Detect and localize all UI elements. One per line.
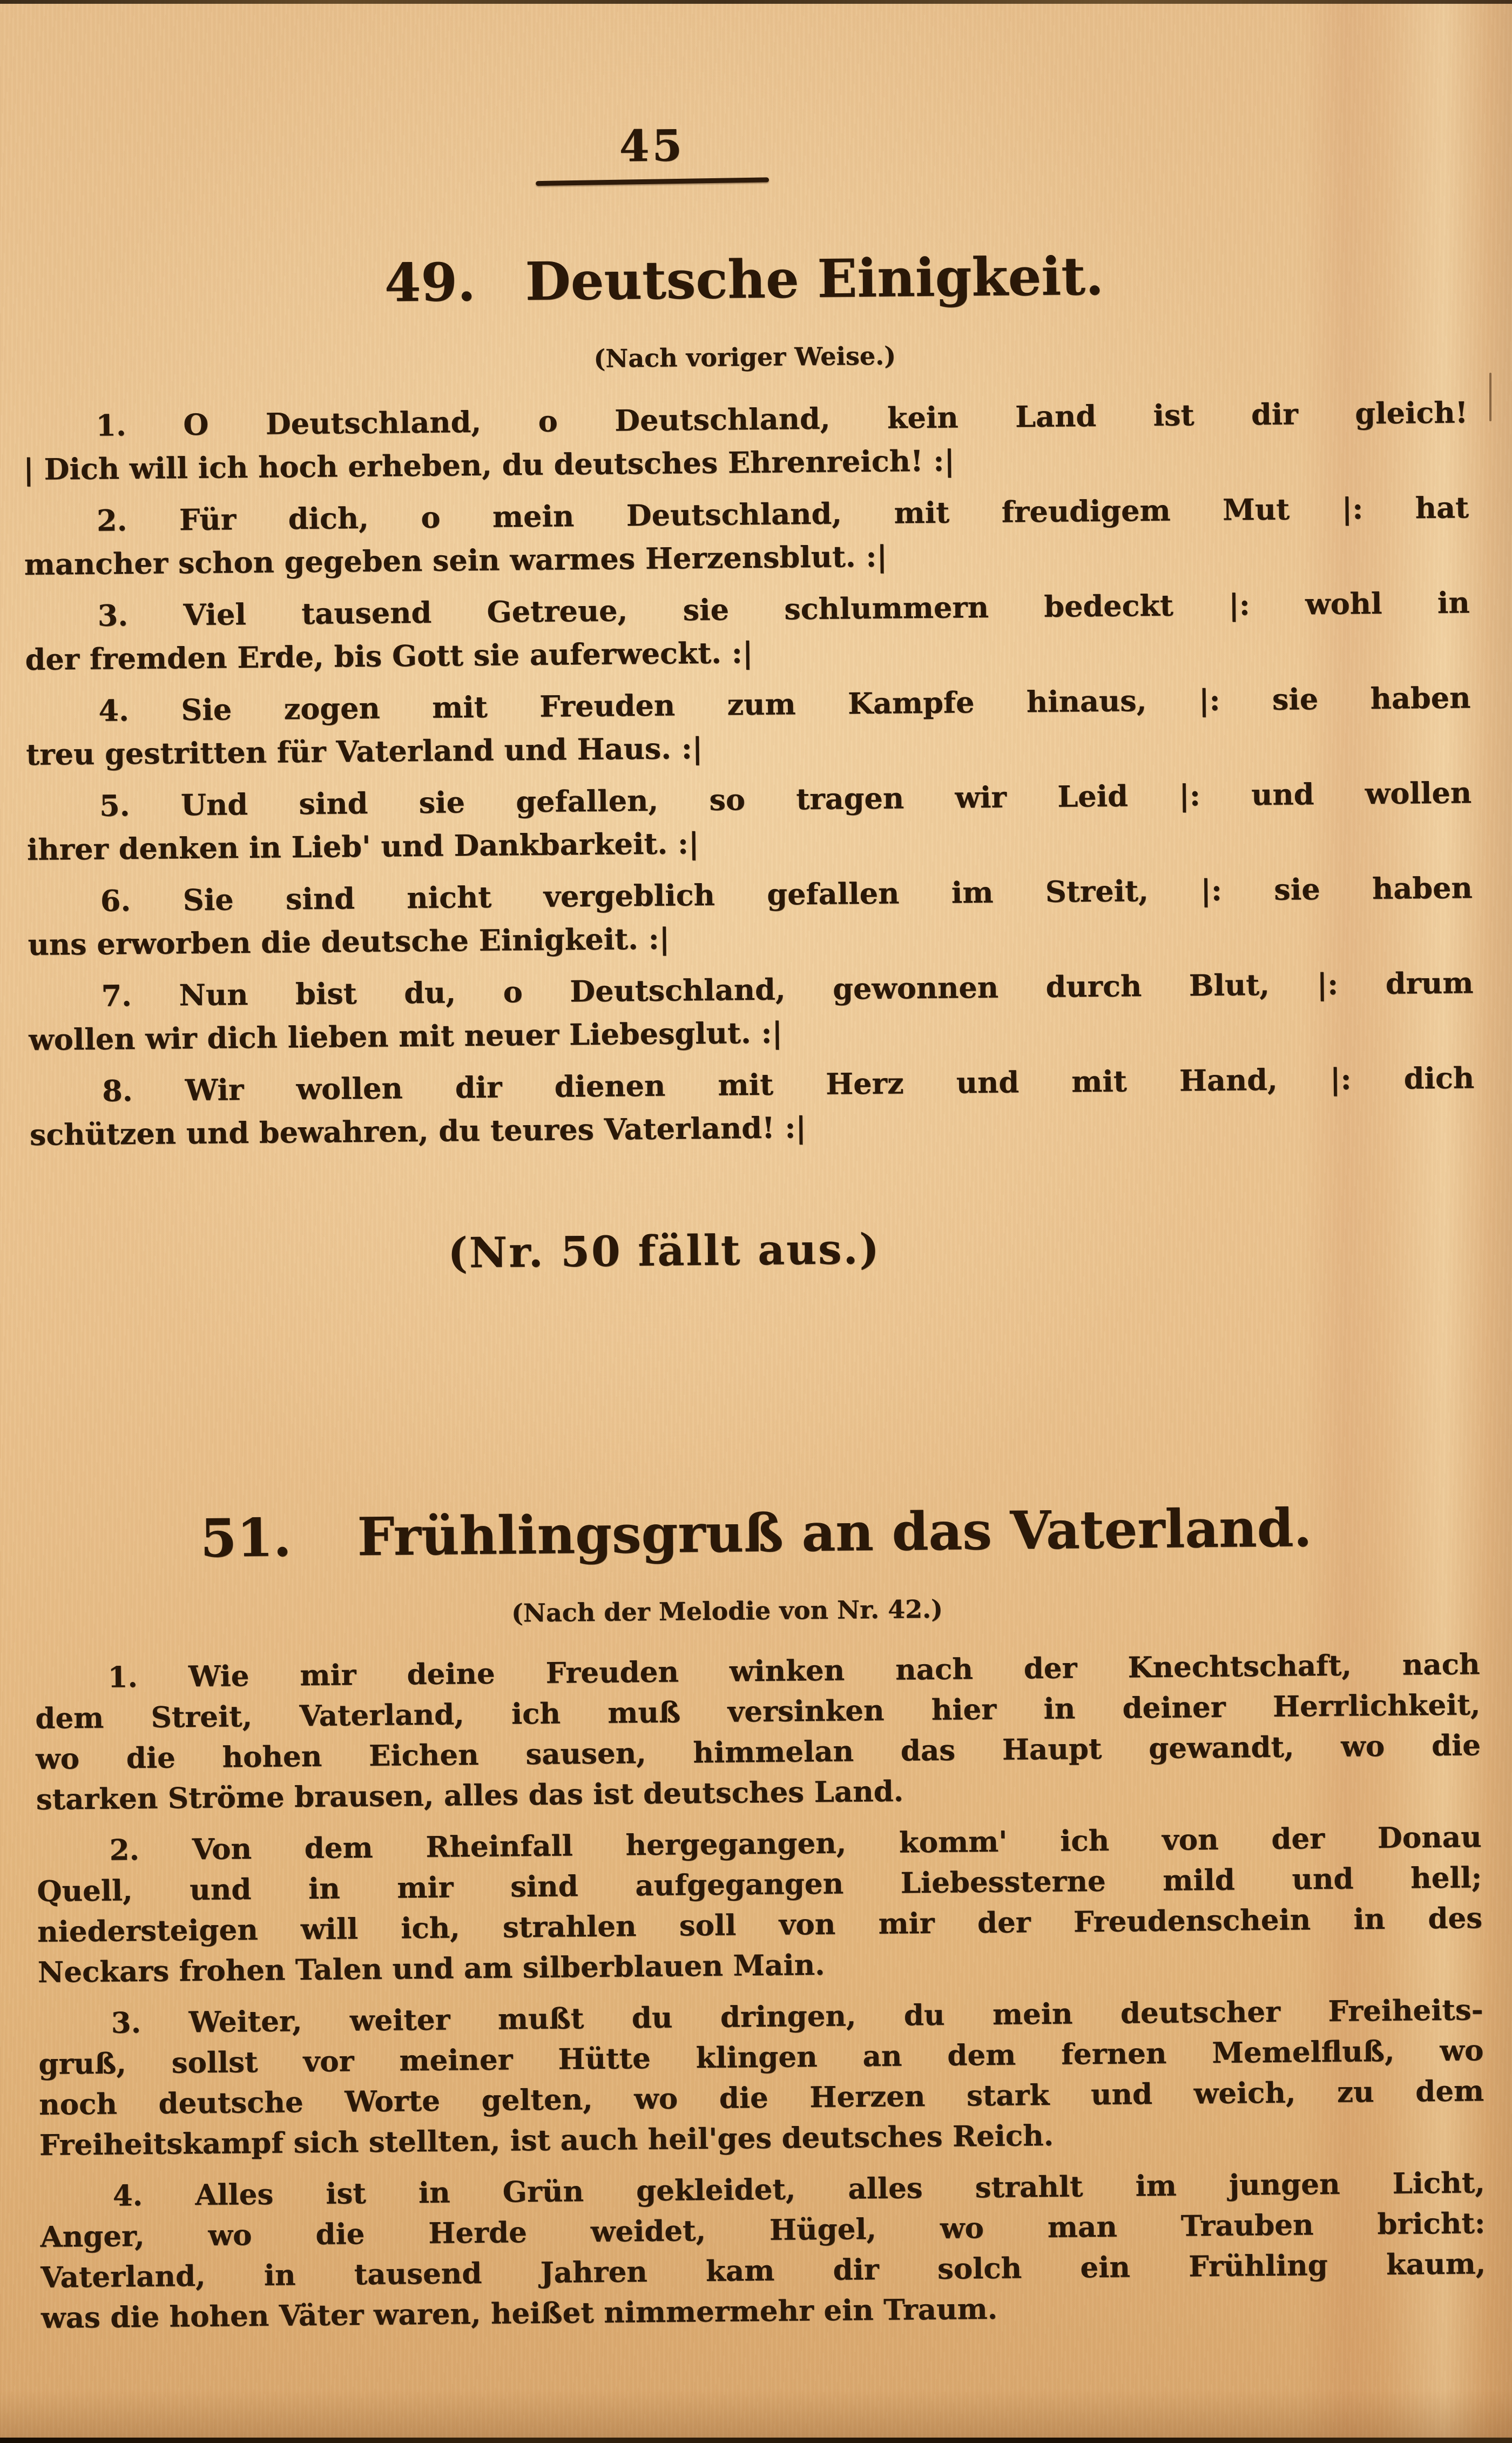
song-51-number: 51. [200,1506,292,1569]
verse-line: Quell, und in mir sind aufgegangen Liebessterne mild und hell; [37,1860,1482,1908]
verse [24,581,1470,681]
verse-line: 2. Von dem Rheinfall hergegangen, komm' ich von der Donau [109,1820,1482,1867]
verse-line: 2. Für dich, o mein Deutschland, mit freudigem Mut |: hat [96,490,1469,538]
verse-line: treu gestritten für Vaterland und Haus. :| [25,730,703,772]
verse-line: starken Ströme brausen, alles das ist deutsches Land. [36,1774,904,1816]
verse [28,961,1474,1061]
verse-line: 1. O Deutschland, o Deutschland, kein Land ist dir gleich! [96,395,1468,443]
verse-line: 4. Sie zogen mit Freuden zum Kampfe hinaus, |: sie haben [98,680,1471,728]
verse-line: wollen wir dich lieben mit neuer Liebesglut. :| [28,1015,783,1057]
song-49-subtitle: (Nach voriger Weise.) [593,341,896,373]
omission-notice: (Nr. 50 fällt aus.) [448,1224,881,1278]
verse [24,486,1469,586]
verse-line: 4. Alles ist in Grün gekleidet, alles strahlt im jungen Licht, [112,2165,1486,2213]
verse [26,771,1472,871]
song-49 [21,245,1475,1156]
verse [38,1990,1484,2166]
song-49-number: 49. [384,251,476,314]
verse-line: der fremden Erde, bis Gott sie auferweckt. :| [25,635,753,677]
verse-line: schützen und bewahren, du teures Vaterland! :| [29,1109,807,1152]
verse [35,1644,1481,1820]
verse-line: 3. Weiter, weiter mußt du dringen, du mein deutscher Freiheits- [111,1993,1483,2040]
verse-line: gruß, sollst vor meiner Hütte klingen an dem fernen Memelfluß, wo [38,2033,1484,2081]
verse-line: 8. Wir wollen dir dienen mit Herz und mit Hand, |: dich [102,1060,1475,1108]
verse-line: Freiheitskampf sich stellten, ist auch heil'ges deutsches Reich. [39,2118,1054,2162]
song-51-verses [35,1644,1486,2339]
verse-line: ihrer denken in Lieb' und Dankbarkeit. :| [26,825,699,867]
scan-scratch-mark [1489,373,1491,421]
verse-line: 1. Wie mir deine Freuden winken nach der Knechtschaft, nach [107,1647,1480,1694]
verse-line: Anger, wo die Herde weidet, Hügel, wo man Trauben bricht: [40,2206,1486,2254]
verse-line: was die hohen Väter waren, heißet nimmermehr ein Traum. [40,2292,998,2335]
verse-line: 5. Und sind sie gefallen, so tragen wir Leid |: und wollen [99,775,1472,823]
scan-edge-top [0,0,1512,4]
song-49-heading [21,245,1467,314]
scan-bottom-shadow [0,2389,1512,2438]
verse-line: 7. Nun bist du, o Deutschland, gewonnen durch Blut, |: drum [101,965,1474,1013]
song-49-verses [23,391,1475,1156]
verse-line: Neckars frohen Talen und am silberblauen Main. [37,1948,825,1989]
verse-line: niedersteigen will ich, strahlen soll von mir der Freudenschein in des [37,1901,1483,1949]
scan-edge-bottom [0,2438,1512,2443]
song-51-subtitle: (Nach der Melodie von Nr. 42.) [511,1594,943,1628]
verse-line: noch deutsche Worte gelten, wo die Herzen stark und weich, zu dem [38,2074,1484,2122]
verse-line: | Dich will ich hoch erheben, du deutsches Ehrenreich! :| [23,443,955,487]
song-51-heading [33,1496,1479,1569]
page-number-block [535,120,769,185]
verse [25,676,1471,776]
song-49-title: Deutsche Einigkeit. [525,245,1104,313]
verse-line: wo die hohen Eichen sausen, himmelan das Haupt gewandt, wo die [35,1728,1481,1776]
verse-line: Vaterland, in tausend Jahren kam dir solch ein Frühling kaum, [40,2246,1486,2294]
verse-line: dem Streit, Vaterland, ich muß versinken hier in deiner Herrlichkeit, [35,1687,1481,1735]
verse [23,391,1468,491]
page-number-underline [536,177,769,186]
verse [36,1817,1483,1993]
verse-line: 6. Sie sind nicht vergeblich gefallen im Streit, |: sie haben [100,870,1473,918]
verse-line: 3. Viel tausend Getreue, sie schlummern bedeckt |: wohl in [97,585,1470,633]
song-51 [33,1496,1487,2338]
song-51-title: Frühlingsgruß an das Vaterland. [357,1496,1312,1567]
verse [27,866,1473,966]
verse [40,2163,1487,2339]
verse-line: mancher schon gegeben sein warmes Herzensblut. :| [24,539,888,582]
verse [29,1056,1475,1156]
verse-line: uns erworben die deutsche Einigkeit. :| [28,921,670,962]
page-number: 45 [619,120,685,172]
